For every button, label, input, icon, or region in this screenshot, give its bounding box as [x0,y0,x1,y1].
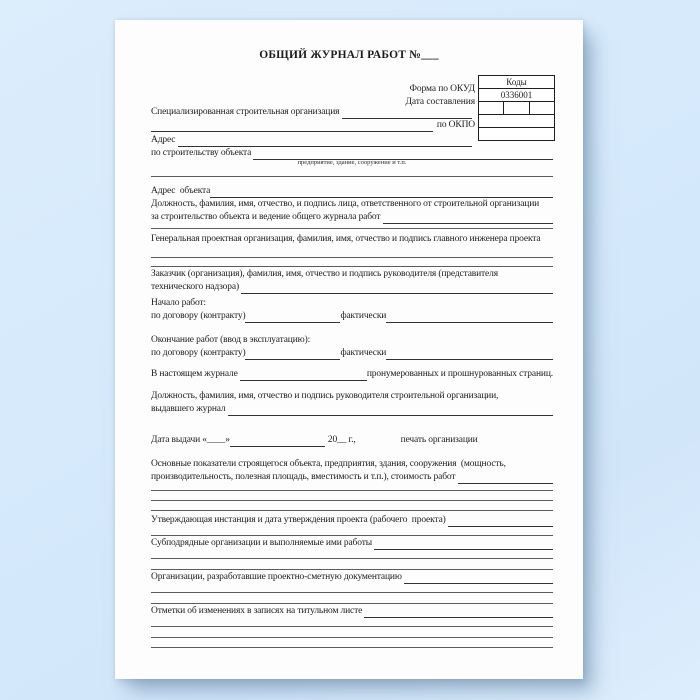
ruled-line [151,490,553,491]
issue-date-row [151,434,553,447]
document-title: ОБЩИЙ ЖУРНАЛ РАБОТ №___ [259,49,439,61]
ruled-line [151,626,553,627]
blank-line [383,211,553,224]
issuer-text-2: выдавшего журнал [151,404,228,414]
blank-line [151,119,433,132]
issue-year-label: 20__ г., [327,435,356,445]
approval-row [151,514,553,527]
date-code-cell-1 [479,102,504,114]
empty-code-row-2 [479,127,554,140]
object-note: предприятие, здание, сооружение и т.п. [297,159,407,166]
ruled-line [151,592,553,593]
pages-text-2: пронумерованных и прошнурованных страниц. [366,369,553,379]
ruled-line [151,510,553,511]
okud-code-cell: 0336001 [479,88,554,101]
date-code-cell-3 [530,102,554,114]
object-construction-label: по строительству объекта [151,148,254,158]
contract-label: по договору (контракту) [151,311,246,321]
responsible-text-2: за строительство объекта и ведение общего журнала работ [151,212,383,222]
approval-label: Утверждающая инстанция и дата утверждения проекта (рабочего проекта) [151,515,448,525]
ruled-line [151,228,553,229]
design-docs-label: Организации, разработавшие проектно-сметную документацию [151,572,405,582]
blank-line [364,605,553,618]
blank-line [386,310,553,323]
customer-text-1: Заказчик (организация), фамилия, имя, отчество и подпись руководителя (представителя [151,269,498,279]
end-contract-row [151,347,553,360]
okpo-label: по ОКПО [436,120,475,130]
customer-row-1 [151,268,553,281]
org-row [151,106,472,119]
design-docs-row [151,571,553,584]
general-design-text: Генеральная проектная организация, фамилия, имя, отчество и подпись главного инженера проекта [151,234,541,244]
blank-line [245,347,340,360]
contract-label: по договору (контракту) [151,348,246,358]
blank-line [210,185,553,198]
ruled-line [151,176,553,177]
codes-table [478,75,555,141]
blank-line [458,471,553,484]
ruled-line [151,569,553,570]
blank-line [245,310,340,323]
address-row [151,134,472,147]
ruled-line [151,603,553,604]
issuer-row-1 [151,390,553,403]
codes-table-header: Коды [506,77,527,87]
responsible-text-1: Должность, фамилия, имя, отчество, и подпись лица, ответственного от строительной организации [151,199,540,209]
indicators-row-2 [151,471,553,484]
issuer-text-1: Должность, фамилия, имя, отчество и подпись руководителя строительной организации, [151,391,499,401]
responsible-row-2 [151,211,553,224]
indicators-text-2: производительность, полезная площадь, вместимость и т.п.), стоимость работ [151,472,458,482]
object-address-row [151,185,553,198]
pages-row [151,368,553,381]
blank-line [404,571,553,584]
okud-form-label: Форма по ОКУД [409,84,475,94]
responsible-row-1 [151,198,553,211]
ruled-line [151,257,553,258]
compose-date-label: Дата составления [405,97,475,107]
ruled-line [151,500,553,501]
actual-label: фактически [340,348,387,358]
blank-line [374,537,553,550]
customer-text-2: технического надзора) [151,282,242,292]
indicators-text-1: Основные показатели строящегося объекта, предприятия, здания, сооружения (мощность, [151,459,506,469]
issue-date-label: Дата выдачи «____» [151,435,230,445]
date-code-row [479,101,554,114]
ruled-line [151,266,553,267]
blank-line [448,514,553,527]
blank-line [230,434,325,447]
end-works-label: Окончание работ (ввод в эксплуатацию): [151,335,311,345]
document-page [115,20,583,679]
subcontractors-row [151,537,553,550]
ruled-line [151,535,553,536]
blank-line [178,134,472,147]
issuer-row-2 [151,403,553,416]
okpo-row [151,119,475,132]
start-works-row [151,297,553,310]
object-address-label: Адрес объекта [151,186,211,196]
actual-label: фактически [340,311,387,321]
blank-line [342,106,472,119]
indicators-row-1 [151,458,553,471]
general-design-row [151,233,553,246]
ruled-line [151,558,553,559]
seal-label: печать организации [400,435,478,445]
pages-text-1: В настоящем журнале [151,369,240,379]
blank-line [240,368,367,381]
address-label: Адрес [151,135,178,145]
ruled-line [151,647,553,648]
org-label: Специализированная строительная организация [151,107,342,117]
empty-code-row-1 [479,114,554,127]
subcontractors-label: Субподрядные организации и выполняемые ими работы [151,538,375,548]
blank-line [386,347,553,360]
date-code-cell-2 [504,102,529,114]
start-contract-row [151,310,553,323]
blank-line [241,281,553,294]
blank-line [228,403,553,416]
start-works-label: Начало работ: [151,298,206,308]
end-works-row [151,334,553,347]
ruled-line [151,637,553,638]
title-changes-row [151,605,553,618]
title-changes-label: Отметки об изменениях в записях на титульном листе [151,606,365,616]
customer-row-2 [151,281,553,294]
